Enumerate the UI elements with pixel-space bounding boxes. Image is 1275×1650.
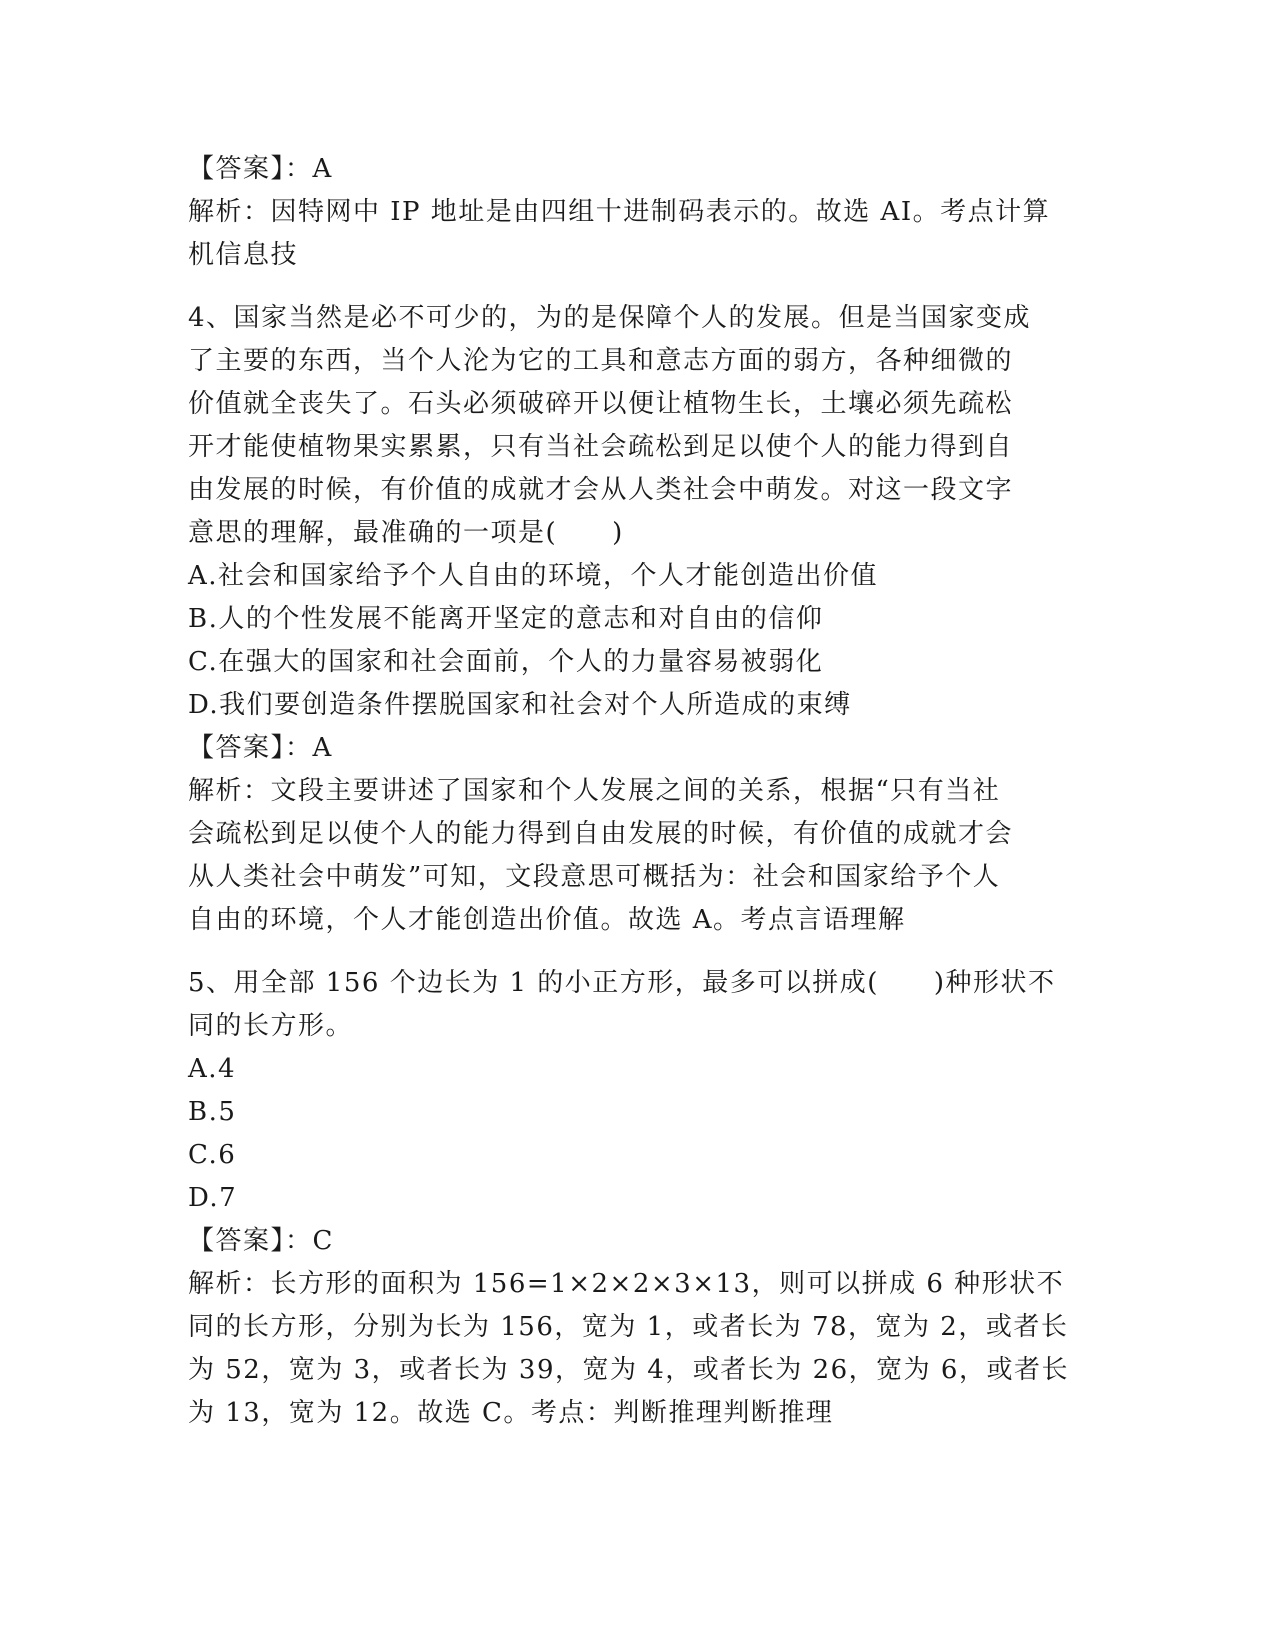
spacer [188, 277, 1088, 297]
answer-label: 【答案】：A [188, 154, 333, 184]
analysis-line: 机信息技 [188, 240, 299, 270]
question-stem-line: 开才能使植物果实累累，只有当社会疏松到足以使个人的能力得到自 [188, 432, 1014, 462]
question-stem-line: 意思的理解，最准确的一项是( ) [188, 518, 624, 548]
question-stem-line: 5、用全部 156 个边长为 1 的小正方形，最多可以拼成( )种形状不 [188, 968, 1056, 998]
option-a: A.社会和国家给予个人自由的环境，个人才能创造出价值 [188, 561, 879, 591]
analysis-line: 解析：长方形的面积为 156=1×2×2×3×13，则可以拼成 6 种形状不 [188, 1269, 1065, 1299]
question-4 [188, 297, 1088, 942]
spacer [188, 942, 1088, 962]
question-stem-line: 4、国家当然是必不可少的，为的是保障个人的发展。但是当国家变成 [188, 303, 1032, 333]
option-a: A.4 [188, 1054, 237, 1084]
question-5 [188, 962, 1088, 1435]
option-b: B.5 [188, 1097, 237, 1127]
question-stem-line: 由发展的时候，有价值的成就才会从人类社会中萌发。对这一段文字 [188, 475, 1014, 505]
question-stem-line: 同的长方形。 [188, 1011, 354, 1041]
question-stem-line: 了主要的东西，当个人沦为它的工具和意志方面的弱方，各种细微的 [188, 346, 1014, 376]
question-stem-line: 价值就全丧失了。石头必须破碎开以便让植物生长，土壤必须先疏松 [188, 389, 1014, 419]
option-c: C.6 [188, 1140, 237, 1170]
option-c: C.在强大的国家和社会面前，个人的力量容易被弱化 [188, 647, 824, 677]
analysis-line: 为 52，宽为 3，或者长为 39，宽为 4，或者长为 26，宽为 6，或者长 [188, 1355, 1069, 1385]
analysis-line: 会疏松到足以使个人的能力得到自由发展的时候，有价值的成就才会 [188, 819, 1014, 849]
answer-label: 【答案】：C [188, 1226, 334, 1256]
analysis-line: 为 13，宽为 12。故选 C。考点：判断推理判断推理 [188, 1398, 834, 1428]
option-d: D.7 [188, 1183, 238, 1213]
option-b: B.人的个性发展不能离开坚定的意志和对自由的信仰 [188, 604, 824, 634]
document-page [188, 148, 1088, 1435]
question-3-tail [188, 148, 1088, 277]
analysis-line: 同的长方形，分别为长为 156，宽为 1，或者长为 78，宽为 2，或者长 [188, 1312, 1069, 1342]
analysis-line: 从人类社会中萌发”可知，文段意思可概括为：社会和国家给予个人 [188, 862, 1001, 892]
analysis-line: 自由的环境，个人才能创造出价值。故选 A。考点言语理解 [188, 905, 906, 935]
analysis-line: 解析：文段主要讲述了国家和个人发展之间的关系，根据“只有当社 [188, 776, 1001, 806]
answer-label: 【答案】：A [188, 733, 333, 763]
analysis-line: 解析：因特网中 IP 地址是由四组十进制码表示的。故选 AI。考点计算 [188, 197, 1051, 227]
option-d: D.我们要创造条件摆脱国家和社会对个人所造成的束缚 [188, 690, 852, 720]
